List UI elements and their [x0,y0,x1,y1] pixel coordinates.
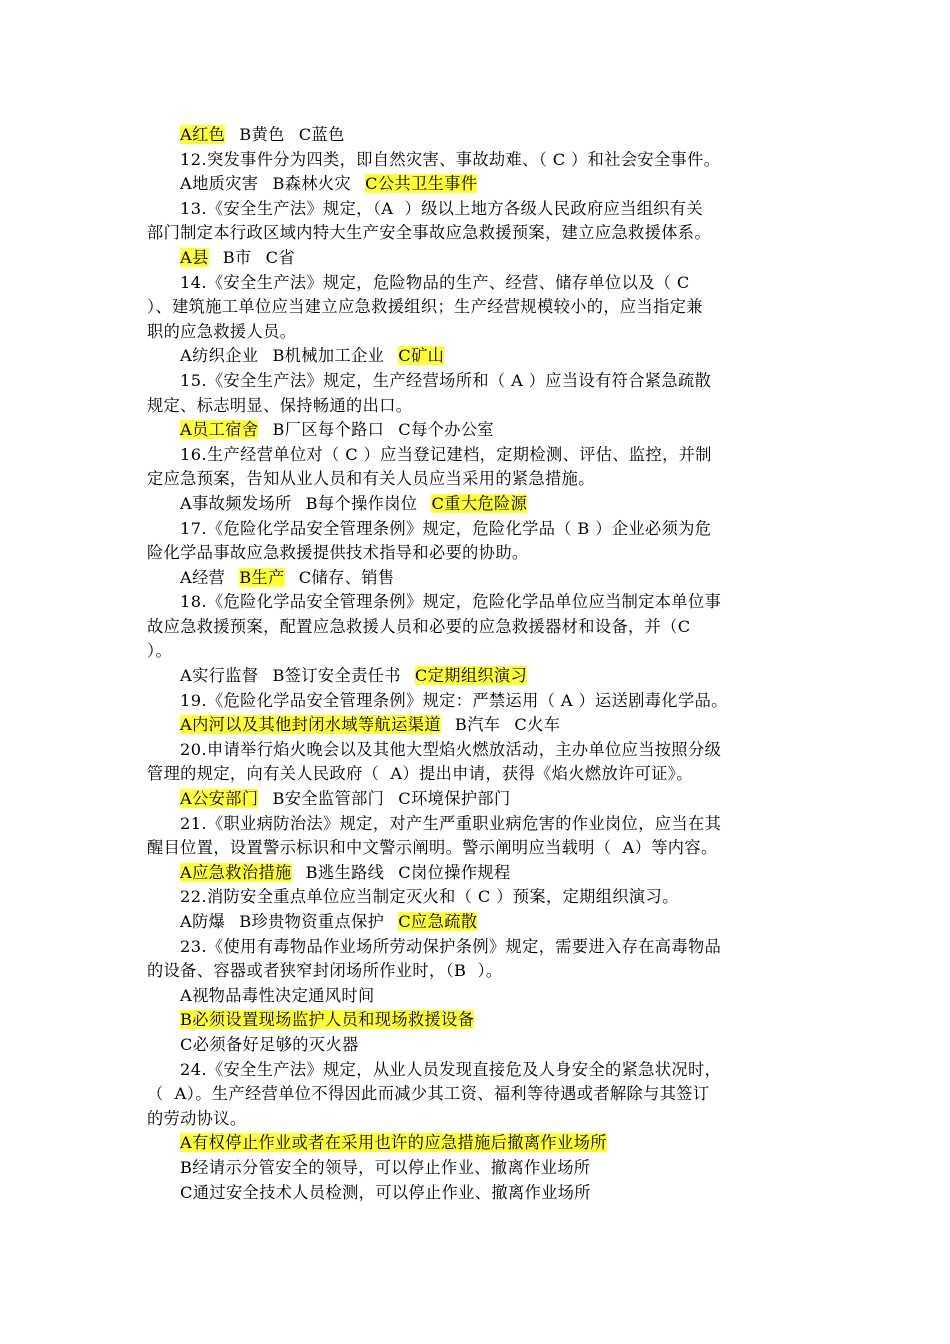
answer-option: C必须备好足够的灭火器 [180,1034,359,1054]
answer-option: C通过安全技术人员检测，可以停止作业、撤离作业场所 [180,1182,591,1202]
question-line: 的设备、容器或者狭窄封闭场所作业时，（B ）。 [147,961,503,981]
answer-options [147,1131,811,1156]
answer-options [147,492,811,517]
question-line: 管理的规定，向有关人民政府（ A）提出申请，获得《焰火燃放许可证》。 [147,764,693,784]
question-line: 故应急救援预案，配置应急救援人员和必要的应急救援器材和设备，并（C [147,616,691,636]
answer-option: B安全监管部门 [272,789,385,809]
answer-option: C省 [265,247,295,267]
answer-option: A防爆 [180,912,226,931]
question-line: 17.《危险化学品安全管理条例》规定，危险化学品（ B ）企业必须为危 [180,518,712,538]
answer-option: B森林火灾 [272,174,352,194]
question-line: 醒目位置，设置警示标识和中文警示阐明。警示阐明应当载明（ A）等内容。 [147,838,718,858]
answer-option: B厂区每个路口 [272,420,385,440]
correct-option: A红色 [180,125,226,144]
question-line: ）。 [147,641,173,661]
question-line: 15.《安全生产法》规定，生产经营场所和（ A ）应当设有符合紧急疏散 [180,370,712,390]
correct-option: A有权停止作业或者在采用也许的应急措施后撤离作业场所 [180,1133,607,1153]
answer-option: C火车 [514,715,561,735]
answer-option: C每个办公室 [398,420,495,440]
correct-option: C矿山 [398,346,445,366]
document-body [147,123,811,1205]
question-line: 20.申请举行焰火晚会以及其他大型焰火燃放活动，主办单位应当按照分级 [180,739,722,759]
answer-option: B经请示分管安全的领导，可以停止作业、撤离作业场所 [180,1157,591,1177]
correct-option: A内河以及其他封闭水域等航运渠道 [180,715,441,735]
answer-option: B机械加工企业 [272,346,385,366]
answer-options [147,172,811,197]
correct-option: B必须设置现场监护人员和现场救援设备 [180,1010,475,1030]
question-line: 24.《安全生产法》规定，从业人员发现直接危及人身安全的紧急状况时， [180,1059,722,1079]
answer-option: A视物品毒性决定通风时间 [180,985,375,1005]
answer-options [147,1156,811,1181]
correct-option: A应急救治措施 [180,862,292,882]
question-line: 13.《安全生产法》规定，（A ）级以上地方各级人民政府应当组织有关 [180,198,704,218]
question-line: 19.《危险化学品安全管理条例》规定：严禁运用（ A ）运送剧毒化学品。 [180,690,728,710]
answer-option: B每个操作岗位 [305,493,418,513]
answer-option: C环境保护部门 [398,789,511,809]
answer-options [147,1008,811,1033]
correct-option: C应急疏散 [398,912,478,931]
answer-options [147,787,811,812]
answer-option: C蓝色 [298,125,345,144]
answer-option: B市 [222,247,252,267]
answer-options [147,418,811,443]
answer-options [147,566,811,591]
question-line: （ A）。生产经营单位不得因此而减少其工资、福利等待遇或者解除与其签订 [147,1084,710,1104]
question-line: 部门制定本行政区域内特大生产安全事故应急救援预案，建立应急救援体系。 [147,223,711,243]
question-line: 18.《危险化学品安全管理条例》规定，危险化学品单位应当制定本单位事 [180,592,722,612]
answer-option: B黄色 [239,125,285,144]
correct-option: C定期组织演习 [414,666,528,686]
answer-option: A经营 [180,567,226,587]
answer-options [147,123,811,148]
answer-options [147,664,811,689]
question-line: 16.生产经营单位对（ C ）应当登记建档，定期检测、评估、监控，并制 [180,444,712,464]
answer-option: C储存、销售 [298,567,395,587]
answer-options [147,861,811,886]
answer-option: C岗位操作规程 [398,862,511,882]
question-line: 22.消防安全重点单位应当制定灭火和（ C ）预案，定期组织演习。 [180,887,679,907]
correct-option: C重大危险源 [431,493,528,513]
question-line: 23.《使用有毒物品作业场所劳动保护条例》规定，需要进入存在高毒物品 [180,936,722,956]
answer-option: B汽车 [454,715,501,735]
answer-options [147,984,811,1009]
question-line: 定应急预案，告知从业人员和有关人员应当采用的紧急措施。 [147,469,595,489]
answer-option: B逃生路线 [305,862,385,882]
correct-option: A员工宿舍 [180,420,259,440]
answer-option: B珍贵物资重点保护 [239,912,385,931]
question-line: 的劳动协议。 [147,1108,247,1128]
answer-option: A纺织企业 [180,346,259,366]
answer-options [147,246,811,271]
question-line: 规定、标志明显、保持畅通的出口。 [147,395,413,415]
answer-option: A事故频发场所 [180,493,292,513]
question-line: 职的应急救援人员。 [147,321,297,341]
answer-options [147,713,811,738]
question-line: 险化学品事故应急救援提供技术指导和必要的协助。 [147,543,529,563]
answer-options [147,910,811,935]
correct-option: C公共卫生事件 [365,174,478,194]
answer-options [147,344,811,369]
correct-option: A公安部门 [180,789,259,809]
question-line: 14.《安全生产法》规定，危险物品的生产、经营、储存单位以及（ C [180,272,690,292]
question-line: 12.突发事件分为四类，即自然灾害、事故劫难、（ C ）和社会安全事件。 [180,149,721,169]
correct-option: B生产 [239,567,285,587]
answer-option: B签订安全责任书 [272,666,401,686]
question-line: 21.《职业病防治法》规定，对产生严重职业病危害的作业岗位，应当在其 [180,813,722,833]
answer-option: A地质灾害 [180,174,259,194]
correct-option: A县 [180,247,209,267]
answer-option: A实行监督 [180,666,259,686]
answer-options [147,1181,811,1206]
answer-options [147,1033,811,1058]
question-line: ）、建筑施工单位应当建立应急救援组织；生产经营规模较小的，应当指定兼 [147,297,703,317]
